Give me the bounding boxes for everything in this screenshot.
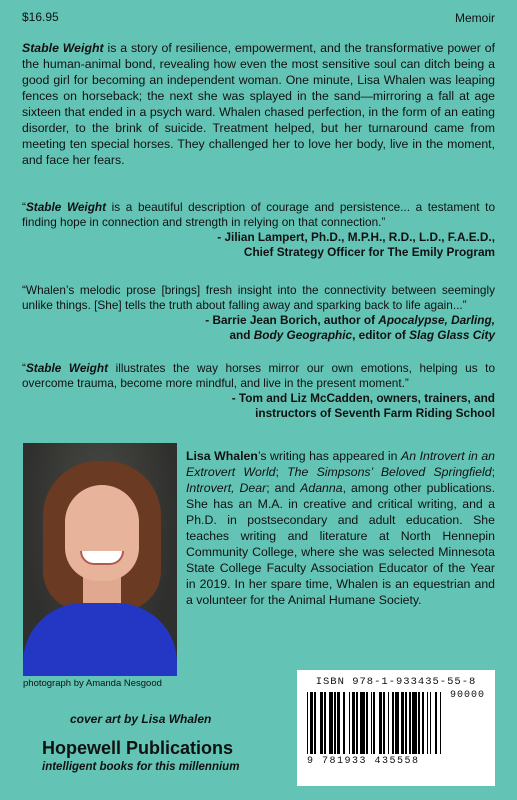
blurb-text: is a story of resilience, empowerment, and the transformative power of the human-animal bond, revealing how even the most sensitive soul can ditch being a good girl for becoming an independent woman. One minute, Lisa Whalen was leaping fences on horseback; the next she was splayed in the sand—mirroring a fall at age sixteen that ended in a psych ward. Whalen chased perfection, in the form of an eating disorder, to the brink of suicide. Treatment helped, but her turnaround came from meeting ten special horses. They challenged her to love her body, live in the moment, and face her fears. xyxy=(22,41,495,167)
review-quote-3 xyxy=(22,361,495,421)
cover-art-credit: cover art by Lisa Whalen xyxy=(70,712,212,726)
bio-work: Adanna xyxy=(300,481,343,495)
author-bio xyxy=(186,448,495,608)
quote-title: Stable Weight xyxy=(25,200,107,214)
publisher-tagline: intelligent books for this millennium xyxy=(42,761,240,773)
book-blurb xyxy=(22,40,495,168)
author-name: Lisa Whalen xyxy=(186,449,258,463)
bio-text: ; xyxy=(275,465,288,479)
publisher-name: Hopewell Publications xyxy=(42,738,234,758)
bio-work: The Simpsons’ Beloved Springfield xyxy=(287,465,492,479)
genre-label: Memoir xyxy=(454,11,495,25)
blurb-title: Stable Weight xyxy=(22,41,104,55)
quote-attribution xyxy=(22,313,495,328)
isbn-number: ISBN 978-1-933435-55-8 xyxy=(315,676,477,688)
quote-attribution: - Jilian Lampert, Ph.D., M.P.H., R.D., L.D., F.A.E.D., xyxy=(217,230,495,244)
attr-text: and xyxy=(229,328,254,342)
quote-attribution-title: instructors of Seventh Farm Riding School xyxy=(255,406,495,420)
quote-attribution-title: Chief Strategy Officer for The Emily Program xyxy=(243,245,495,259)
quote-text: illustrates the way horses mirror our own emotions, helping us to overcome trauma, become more mindful, and live in the present moment.” xyxy=(22,361,496,390)
quote-attribution: - Tom and Liz McCadden, owners, trainers, and xyxy=(231,391,495,405)
barcode-digits: 9 781933 435558 xyxy=(307,756,420,767)
photo-credit: photograph by Amanda Nesgood xyxy=(23,678,162,689)
author-photo xyxy=(23,443,177,676)
attr-text: - Barrie Jean Borich, author of xyxy=(205,313,379,327)
barcode-bars xyxy=(307,692,485,754)
quote-text: is a beautiful description of courage and persistence... a testament to finding hope in connection and strength in relying on that connection.” xyxy=(22,200,496,229)
bio-text: ’s writing has appeared in xyxy=(257,449,402,463)
bio-work: Introvert, Dear xyxy=(186,481,267,495)
barcode-price-code: 90000 xyxy=(449,690,485,701)
attr-magazine: Slag Glass City xyxy=(409,328,495,342)
bio-work: An Introvert in an Extrovert World xyxy=(186,449,495,479)
quote-text: “Whalen’s melodic prose [brings] fresh insight into the connectivity between seemingly unlike things. [She] tells the truth about falling away and sparking back to life again...” xyxy=(22,283,495,312)
quote-title: Stable Weight xyxy=(25,361,109,375)
bio-text: , among other publications. She has an M.A. in creative and critical writing, and a Ph.D. in postsecondary and adult education. She teaches writing and literature at North Hennepin Community College, where she was selected Minnesota State College Faculty Association Educator of the Year in 2019. In her spare time, Whalen is an equestrian and a volunteer for the Animal Humane Society. xyxy=(186,481,495,607)
attr-text: , editor of xyxy=(352,328,410,342)
price: $16.95 xyxy=(22,10,59,24)
isbn-barcode xyxy=(297,670,495,786)
attr-book: Apocalypse, Darling, xyxy=(378,313,495,327)
photo-shirt xyxy=(23,603,177,676)
bio-text: ; and xyxy=(266,481,301,495)
barcode-bar xyxy=(440,692,441,754)
photo-face xyxy=(65,485,139,581)
quote-attribution-title xyxy=(22,328,495,343)
bio-text: ; xyxy=(491,465,496,479)
review-quote-2 xyxy=(22,283,495,343)
review-quote-1 xyxy=(22,200,495,260)
quote-open: “ xyxy=(22,361,26,375)
attr-book: Body Geographic xyxy=(253,328,353,342)
quote-open: “ xyxy=(22,200,26,214)
